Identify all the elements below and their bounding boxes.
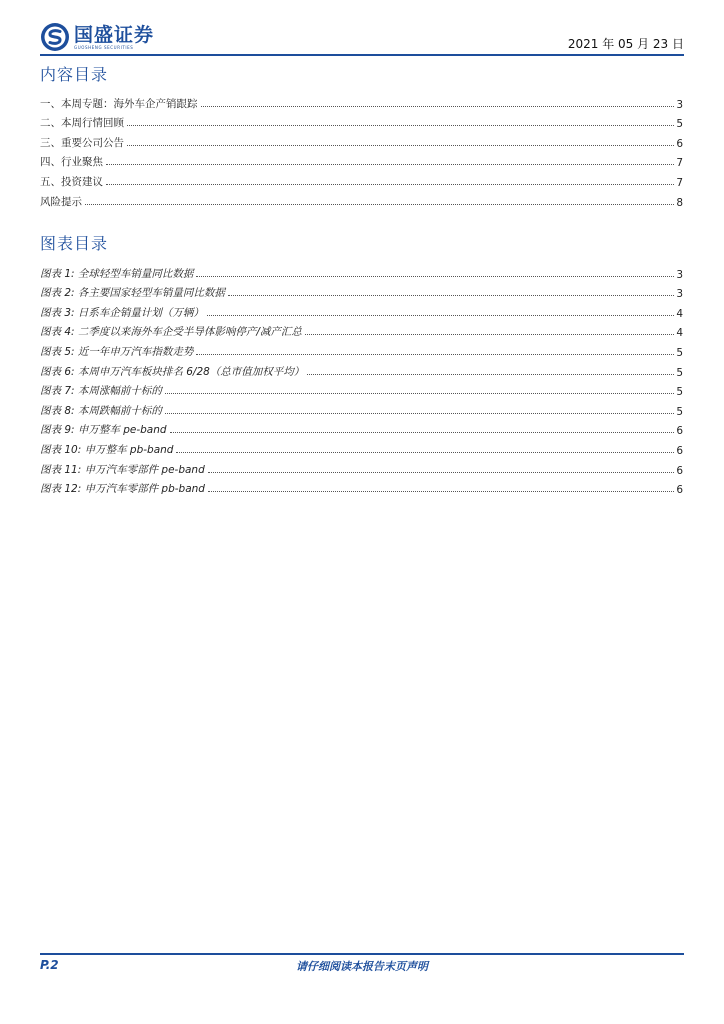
toc-entry-label: 五、投资建议: [40, 175, 103, 188]
toc-list: [40, 91, 683, 209]
figure-entry-label: 图表 1: 全球轻型车销量同比数据: [40, 267, 194, 280]
dot-leader: [208, 471, 675, 473]
header-divider: [40, 54, 684, 56]
dot-leader: [196, 353, 674, 355]
dot-leader: [127, 144, 674, 146]
figure-entry[interactable]: [40, 477, 683, 497]
dot-leader: [307, 373, 674, 375]
dot-leader: [165, 392, 674, 394]
figure-entry-page: 5: [676, 386, 683, 399]
figure-entry[interactable]: [40, 339, 683, 359]
logo-chinese-name: 国盛证券: [74, 23, 155, 46]
toc-entry-label: 四、行业聚焦: [40, 156, 103, 169]
dot-leader: [201, 105, 675, 107]
dot-leader: [106, 183, 674, 185]
figure-entry-page: 6: [676, 464, 683, 477]
footer-divider: [40, 953, 684, 955]
toc-entry-page: 7: [676, 157, 683, 170]
dot-leader: [208, 490, 674, 492]
logo-icon: [40, 22, 70, 52]
figure-entry[interactable]: [40, 300, 683, 320]
figure-entry[interactable]: [40, 398, 683, 418]
figure-entry[interactable]: [40, 320, 683, 340]
figure-entry-label: 图表 12: 申万汽车零部件 pb-band: [40, 483, 205, 496]
figure-entry[interactable]: [40, 281, 683, 301]
toc-entry-page: 6: [676, 137, 683, 150]
dot-leader: [170, 431, 675, 433]
figure-entry-label: 图表 6: 本周申万汽车板块排名 6/28（总市值加权平均）: [40, 365, 305, 378]
figure-entry-label: 图表 5: 近一年申万汽车指数走势: [40, 345, 194, 358]
page-header: [40, 18, 684, 54]
figure-entry-label: 图表 3: 日系车企销量计划（万辆）: [40, 306, 204, 319]
dot-leader: [207, 314, 674, 316]
dot-leader: [228, 294, 674, 296]
figure-entry-page: 5: [676, 346, 683, 359]
toc-entry-label: 二、本周行情回顾: [40, 117, 124, 130]
toc-title: 内容目录: [40, 65, 109, 84]
toc-entry[interactable]: [40, 91, 683, 111]
dot-leader: [127, 124, 674, 126]
company-logo: [40, 22, 154, 52]
toc-entry-page: 5: [676, 118, 683, 131]
disclaimer-note: 请仔细阅读本报告末页声明: [296, 960, 428, 973]
figure-entry-label: 图表 8: 本周跌幅前十标的: [40, 404, 162, 417]
figure-entry[interactable]: [40, 379, 683, 399]
figures-title: 图表目录: [40, 234, 109, 253]
figure-entry-page: 6: [676, 444, 683, 457]
figure-entry-page: 4: [676, 327, 683, 340]
figure-entry-label: 图表 7: 本周涨幅前十标的: [40, 385, 162, 398]
toc-entry-page: 7: [676, 176, 683, 189]
toc-entry-label: 三、重要公司公告: [40, 136, 124, 149]
report-date: 2021 年 05 月 23 日: [567, 37, 684, 51]
figure-entry[interactable]: [40, 359, 683, 379]
toc-entry[interactable]: [40, 130, 683, 150]
page-number: P.2: [40, 958, 59, 972]
dot-leader: [106, 163, 674, 165]
toc-entry[interactable]: [40, 189, 683, 209]
figure-entry-label: 图表 9: 申万整车 pe-band: [40, 424, 167, 437]
dot-leader: [165, 412, 674, 414]
toc-entry[interactable]: [40, 169, 683, 189]
logo-english-name: GUOSHENG SECURITIES: [74, 44, 134, 50]
toc-entry[interactable]: [40, 150, 683, 170]
dot-leader: [85, 203, 674, 205]
figure-entry-page: 6: [676, 425, 683, 438]
figures-list: [40, 261, 683, 496]
toc-entry-label: 风险提示: [40, 195, 82, 208]
figure-entry-label: 图表 2: 各主要国家轻型车销量同比数据: [40, 287, 225, 300]
figure-entry-page: 3: [676, 268, 683, 281]
dot-leader: [305, 333, 674, 335]
toc-entry[interactable]: [40, 111, 683, 131]
toc-entry-page: 3: [676, 98, 683, 111]
figure-entry-page: 5: [676, 366, 683, 379]
toc-entry-label: 一、本周专题：海外车企产销跟踪: [40, 97, 198, 110]
figure-entry-label: 图表 4: 二季度以来海外车企受半导体影响停产/减产汇总: [40, 326, 302, 339]
figure-entry-page: 6: [676, 484, 683, 497]
dot-leader: [196, 275, 674, 277]
figure-entry-label: 图表 10: 申万整车 pb-band: [40, 443, 174, 456]
figure-entry[interactable]: [40, 418, 683, 438]
figure-entry-page: 5: [676, 405, 683, 418]
figure-entry[interactable]: [40, 457, 683, 477]
toc-entry-page: 8: [676, 196, 683, 209]
figure-entry-page: 4: [676, 307, 683, 320]
figure-entry-page: 3: [676, 288, 683, 301]
figure-entry[interactable]: [40, 261, 683, 281]
dot-leader: [176, 451, 674, 453]
figure-entry[interactable]: [40, 437, 683, 457]
figure-entry-label: 图表 11: 申万汽车零部件 pe-band: [40, 463, 205, 476]
